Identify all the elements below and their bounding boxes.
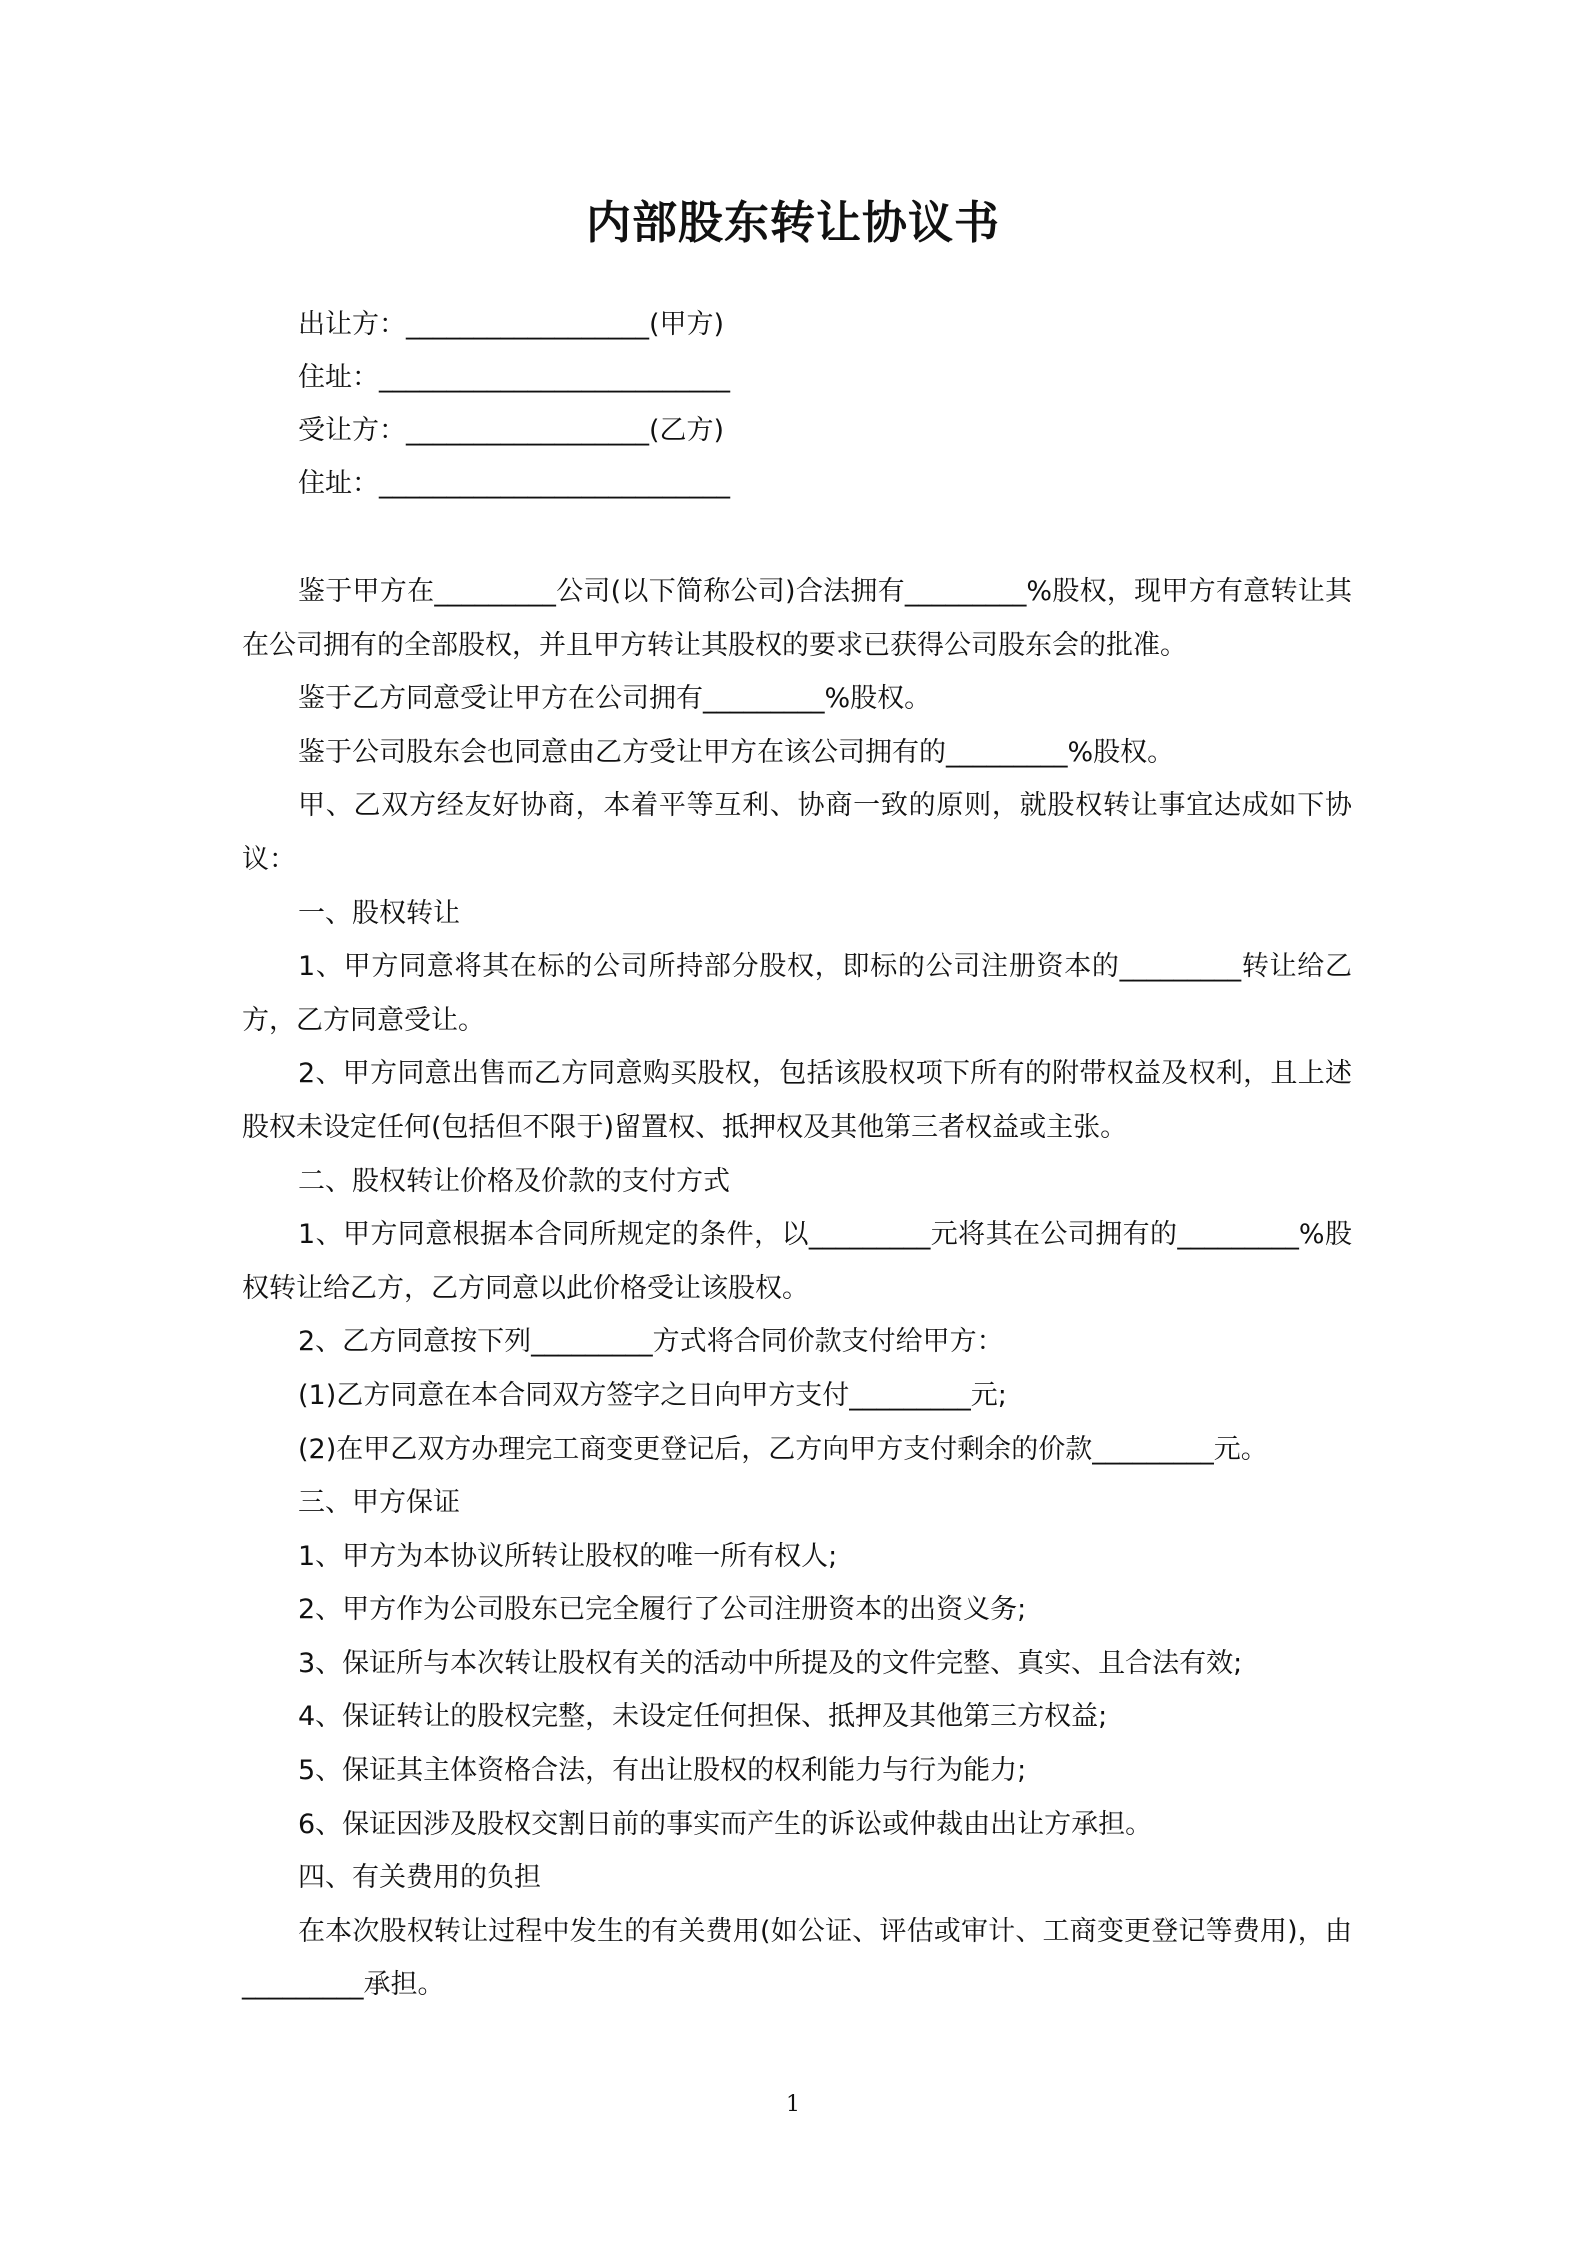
- transferor-line: 出让方：__________________(甲方): [298, 309, 725, 340]
- clause-paragraph: 2、乙方同意按下列_________方式将合同价款支付给甲方：: [298, 1326, 1004, 1358]
- recital-paragraph: 甲、乙双方经友好协商，本着平等互利、协商一致的原则，就股权转让事宜达成如下协议：: [242, 790, 1352, 875]
- clause-paragraph: 4、保证转让的股权完整，未设定任何担保、抵押及其他第三方权益;: [298, 1701, 1108, 1733]
- clause-paragraph: 1、甲方为本协议所转让股权的唯一所有权人;: [298, 1540, 838, 1572]
- clause-paragraph: (2)在甲乙双方办理完工商变更登记后，乙方向甲方支付剩余的价款_________元。: [298, 1433, 1268, 1465]
- clause-paragraph: 6、保证因涉及股权交割日前的事实而产生的诉讼或仲裁由出让方承担。: [298, 1808, 1153, 1840]
- agreement-body: [242, 565, 1352, 2012]
- section-heading: 四、有关费用的负担: [298, 1862, 541, 1894]
- document-title: 内部股东转让协议书: [585, 196, 1000, 249]
- clause-paragraph: 3、保证所与本次转让股权有关的活动中所提及的文件完整、真实、且合法有效;: [298, 1647, 1243, 1679]
- section-heading: 二、股权转让价格及价款的支付方式: [298, 1165, 730, 1197]
- section-heading: 三、甲方保证: [298, 1487, 460, 1519]
- transferor-address-line: 住址：__________________________: [298, 362, 730, 393]
- recital-paragraph: 鉴于甲方在_________公司(以下简称公司)合法拥有_________%股权，现甲方有意转让其在公司拥有的全部股权，并且甲方转让其股权的要求已获得公司股东会的批准。: [242, 576, 1352, 661]
- recital-paragraph: 鉴于乙方同意受让甲方在公司拥有_________%股权。: [298, 683, 932, 715]
- clause-paragraph: 在本次股权转让过程中发生的有关费用(如公证、评估或审计、工商变更登记等费用)，由_________承担。: [242, 1915, 1352, 2001]
- transferee-address-line: 住址：__________________________: [298, 468, 730, 499]
- clause-paragraph: 2、甲方同意出售而乙方同意购买股权，包括该股权项下所有的附带权益及权利，且上述股权未设定任何(包括但不限于)留置权、抵押权及其他第三者权益或主张。: [242, 1058, 1352, 1143]
- page-number: 1: [786, 2092, 800, 2117]
- section-heading: 一、股权转让: [298, 897, 460, 929]
- clause-paragraph: 1、甲方同意根据本合同所规定的条件，以_________元将其在公司拥有的_________%股权转让给乙方，乙方同意以此价格受让该股权。: [242, 1219, 1352, 1304]
- transferee-line: 受让方：__________________(乙方): [298, 415, 725, 446]
- recital-paragraph: 鉴于公司股东会也同意由乙方受让甲方在该公司拥有的_________%股权。: [298, 736, 1175, 768]
- clause-paragraph: 2、甲方作为公司股东已完全履行了公司注册资本的出资义务;: [298, 1594, 1027, 1626]
- party-info-block: [298, 298, 1298, 510]
- clause-paragraph: (1)乙方同意在本合同双方签字之日向甲方支付_________元;: [298, 1379, 1007, 1411]
- clause-paragraph: 5、保证其主体资格合法，有出让股权的权利能力与行为能力;: [298, 1755, 1027, 1787]
- clause-paragraph: 1、甲方同意将其在标的公司所持部分股权，即标的公司注册资本的_________转让给乙方，乙方同意受让。: [242, 951, 1352, 1036]
